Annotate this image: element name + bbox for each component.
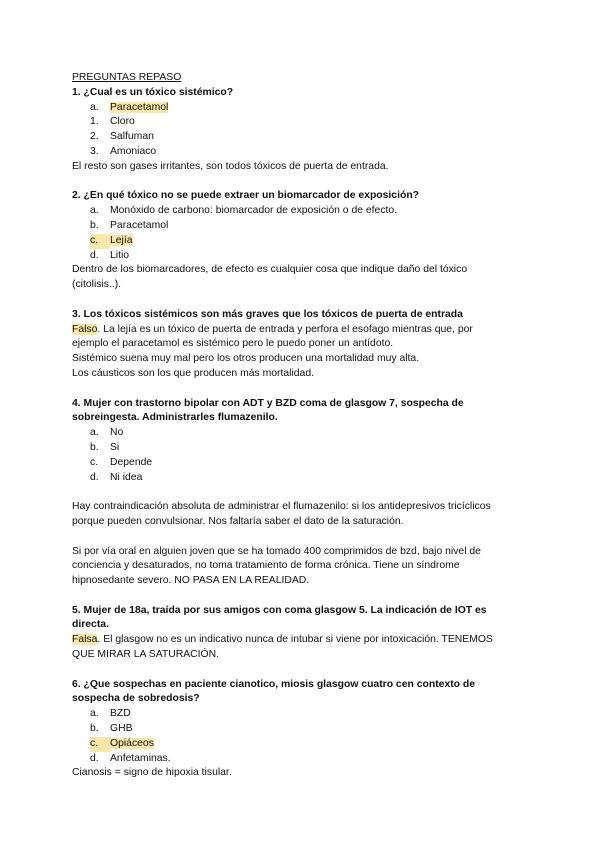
question-2-note: (citolisis..). bbox=[72, 279, 122, 291]
option: 1. Cloro bbox=[90, 116, 135, 128]
option: a. Monóxido de carbono: biomarcador de exposición o de efecto. bbox=[90, 205, 398, 217]
question-1-text: 1. ¿Cual es un tóxico sistémico? bbox=[72, 86, 234, 98]
highlighted-answer: Opiáceos bbox=[110, 737, 154, 749]
question-2 bbox=[72, 189, 532, 293]
question-5-text: 5. Mujer de 18a, traída por sus amigos con coma glasgow 5. La indicación de IOT es bbox=[72, 604, 487, 616]
option: c. Depende bbox=[90, 456, 153, 468]
option: c. Lejía bbox=[90, 234, 532, 249]
question-4 bbox=[72, 397, 532, 589]
question-3 bbox=[72, 308, 532, 382]
highlighted-answer: Lejía bbox=[110, 234, 133, 246]
question-4-note: conciencia y desaturados, no toma tratamiento de forma crónica. Tiene un síndrome bbox=[72, 560, 460, 572]
option: a. BZD bbox=[90, 708, 131, 720]
question-5-answer: Falsa. El glasgow no es un indicativo nunca de intubar si viene por intoxicación. TENEMOS bbox=[72, 634, 493, 646]
question-4-note: Si por vía oral en alguien joven que se ha tomado 400 comprimidos de bzd, bajo nivel de bbox=[72, 545, 481, 557]
question-1 bbox=[72, 86, 532, 175]
question-1-options bbox=[72, 101, 532, 160]
option: d. Litio bbox=[90, 249, 130, 261]
question-3-text: 3. Los tóxicos sistémicos son más graves que los tóxicos de puerta de entrada bbox=[72, 308, 463, 320]
highlighted-answer: Falso bbox=[72, 323, 98, 335]
question-6-options bbox=[72, 707, 532, 766]
question-6-text: 6. ¿Que sospechas en paciente cianotico, miosis glasgow cuatro cen contexto de bbox=[72, 678, 476, 690]
question-4-note: hipnosedante severo. NO PASA EN LA REALIDAD. bbox=[72, 575, 310, 587]
question-4-text: 4. Mujer con trastorno bipolar con ADT y BZD coma de glasgow 7, sospecha de bbox=[72, 397, 464, 409]
option: b. Paracetamol bbox=[90, 219, 169, 231]
option: 2. Salfuman bbox=[90, 131, 154, 143]
option: b. Si bbox=[90, 441, 120, 453]
question-4-text: sobreingesta. Administrarles flumazenilo. bbox=[72, 412, 278, 424]
option: a. Paracetamol bbox=[90, 101, 169, 113]
question-5-note: QUE MIRAR LA SATURACIÓN. bbox=[72, 649, 220, 661]
highlighted-answer: Paracetamol bbox=[110, 101, 169, 113]
question-6 bbox=[72, 678, 532, 782]
option: d. Ni idea bbox=[90, 471, 143, 483]
question-3-note: ejemplo el paracetamol es sistémico pero le puedo poner un antídoto. bbox=[72, 338, 394, 350]
option: d. Anfetaminas. bbox=[90, 752, 171, 764]
document-content bbox=[72, 71, 532, 781]
question-5-text: directa. bbox=[72, 619, 109, 631]
question-6-note: Cianosis = signo de hipoxia tisular. bbox=[72, 767, 232, 779]
page-title: PREGUNTAS REPASO bbox=[72, 72, 182, 83]
option: a. No bbox=[90, 427, 124, 439]
question-5 bbox=[72, 604, 532, 663]
question-4-note: porque pueden convulsionar. Nos faltaría saber el dato de la saturación. bbox=[72, 515, 404, 527]
question-4-options bbox=[72, 426, 532, 485]
question-2-note: Dentro de los biomarcadores, de efecto es cualquier cosa que indique daño del tóxico bbox=[72, 264, 468, 276]
question-4-note: Hay contraindicación absoluta de administrar el flumazenilo: si los antidepresivos tricíclicos bbox=[72, 501, 491, 513]
question-1-note: El resto son gases irritantes, son todos tóxicos de puerta de entrada. bbox=[72, 160, 389, 172]
question-2-text: 2. ¿En qué tóxico no se puede extraer un biomarcador de exposición? bbox=[72, 190, 420, 202]
option: 3. Amoniaco bbox=[90, 145, 157, 157]
question-3-note: Los cáusticos son los que producen más mortalidad. bbox=[72, 367, 315, 379]
option: b. GHB bbox=[90, 723, 133, 735]
question-6-text: sospecha de sobredosis? bbox=[72, 693, 200, 705]
highlighted-answer: Falsa bbox=[72, 634, 98, 646]
question-2-options bbox=[72, 204, 532, 263]
question-3-answer: Falso. La lejía es un tóxico de puerta de entrada y perfora el esofago mientras que, por bbox=[72, 323, 473, 335]
option: c. Opiáceos bbox=[90, 737, 532, 752]
question-3-note: Sistémico suena muy mal pero los otros producen una mortalidad muy alta. bbox=[72, 353, 420, 365]
